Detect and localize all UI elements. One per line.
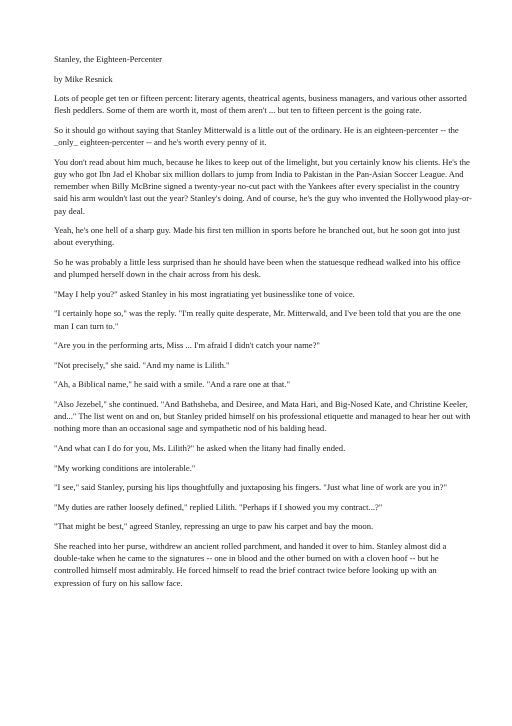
paragraph-9: "Not precisely," she said. "And my name is Lilith." xyxy=(54,359,230,370)
paragraph-13: "My working conditions are intolerable." xyxy=(54,462,196,473)
paragraph-12: "And what can I do for you, Ms. Lilith?" he asked when the litany had finally ended. xyxy=(54,442,346,453)
paragraph-7: "I certainly hope so," was the reply. "I'm really quite desperate, Mr. Mitterwald, and I've been told that you are the one man I can turn to." xyxy=(54,308,461,331)
document-byline: by Mike Resnick xyxy=(54,73,113,84)
paragraph-11: "Also Jezebel," she continued. "And Bathsheba, and Desiree, and Mata Hari, and Big-Nosed Kate, and Christine Keeler, and..." The list went on and on, but Stanley prided himself on his professional etiquette and managed to hear her out with nothing more than an occasional sage and sympathetic nod of his balding head. xyxy=(54,398,471,434)
paragraph-16: "That might be best," agreed Stanley, repressing an urge to paw his carpet and bay the moon. xyxy=(54,521,374,532)
document-title: Stanley, the Eighteen-Percenter xyxy=(54,54,163,64)
paragraph-10: "Ah, a Biblical name," he said with a smile. "And a rare one at that." xyxy=(54,379,290,390)
paragraph-8: "Are you in the performing arts, Miss ... I'm afraid I didn't catch your name?" xyxy=(54,340,320,351)
paragraph-3: You don't read about him much, because he likes to keep out of the limelight, but you certainly know his clients. He's the guy who got Ibn Jad el Khobar six million dollars to jump from India to Pakistan in the Pan-Asian Soccer League. And remember when Billy McBrine signed a twenty-year no-cut pact with the Yankees after every specialist in the country said his arm wouldn't last out the year? Stanley's doing. And of course, he's the guy who invented the Hollywood play-or-pay deal. xyxy=(54,156,472,216)
paragraph-15: "My duties are rather loosely defined," replied Lilith. "Perhaps if I showed you my contract...?" xyxy=(54,501,383,512)
paragraph-5: So he was probably a little less surprised than he should have been when the statuesque redhead walked into his office and plumped herself down in the chair across from his desk. xyxy=(54,256,461,280)
paragraph-17: She reached into her purse, withdrew an ancient rolled parchment, and handed it over to him. Stanley almost did a double-take when he came to the signatures -- one in blood and the other burned on with a cloven hoof -- but he controlled himself most admirably. He forced himself to read the brief contract twice before looking up with an expression of fury on his sallow face. xyxy=(54,540,447,588)
paragraph-1: Lots of people get ten or fifteen percent: literary agents, theatrical agents, business managers, and various other assorted flesh peddlers. Some of them are worth it, most of them aren't ... but ten to fifteen percent is the going rate. xyxy=(54,93,467,116)
paragraph-2: So it should go without saying that Stanley Mitterwald is a little out of the ordinary. He is an eighteen-percenter -- the _only_ eighteen-percenter -- and he's worth every penny of it. xyxy=(54,124,459,148)
paragraph-14: "I see," said Stanley, pursing his lips thoughtfully and juxtaposing his fingers. "Just what line of work are you in?" xyxy=(54,482,447,493)
paragraph-6: "May I help you?" asked Stanley in his most ingratiating yet businesslike tone of voice. xyxy=(54,288,355,299)
paragraph-4: Yeah, he's one hell of a sharp guy. Made his first ten million in sports before he branched out, but he soon got into just about everything. xyxy=(54,225,461,248)
